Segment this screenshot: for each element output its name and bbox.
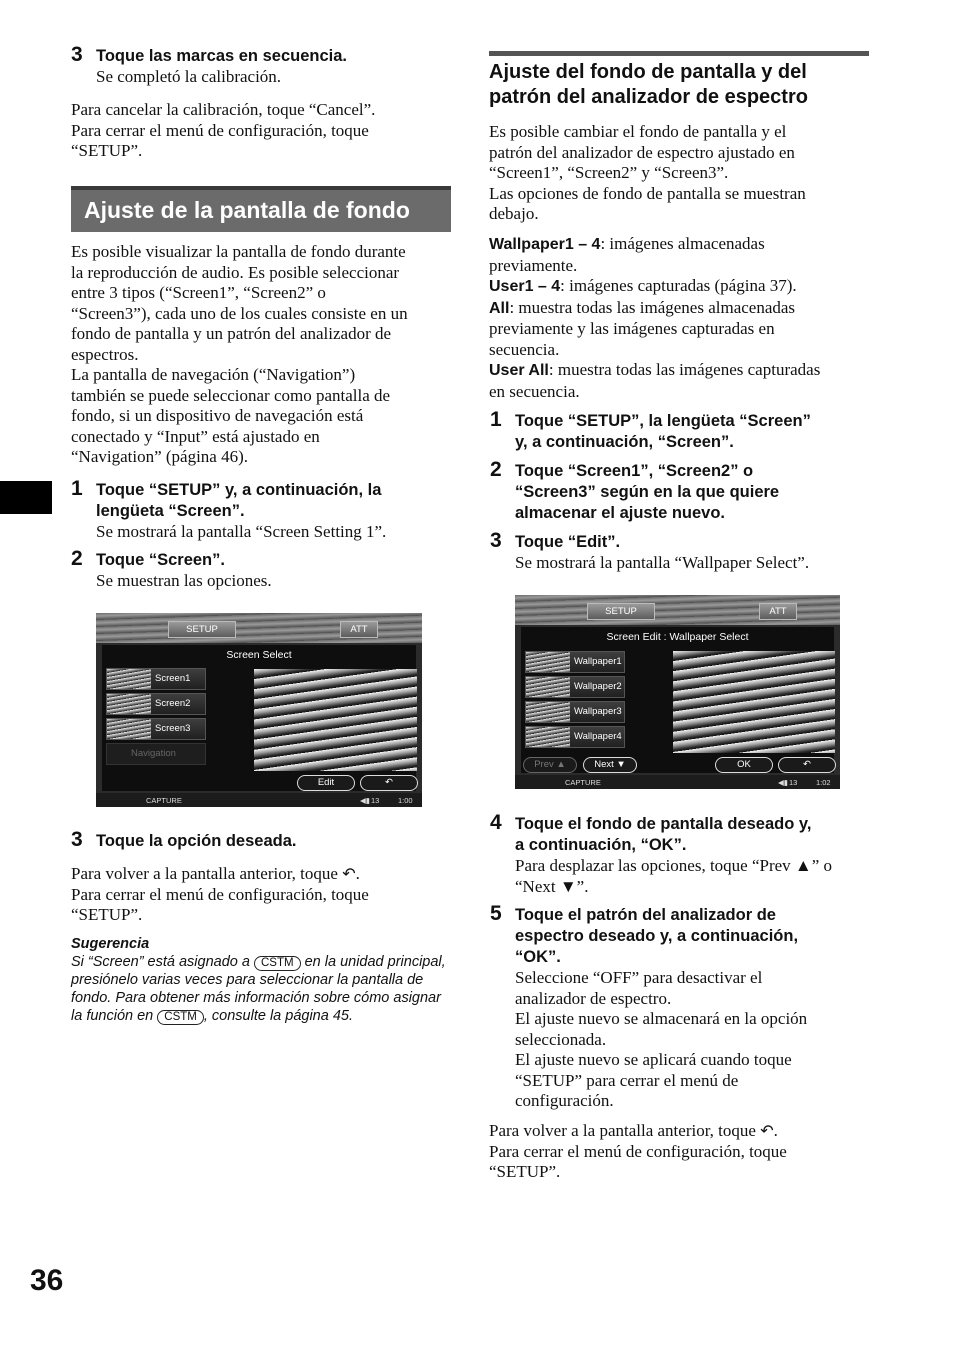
left-step-3 bbox=[71, 828, 456, 852]
step-description: Se mostrará la pantalla “Wallpaper Select”. bbox=[515, 553, 810, 572]
next-button[interactable]: Next ▼ bbox=[583, 757, 637, 773]
clock: 1:02 bbox=[816, 778, 831, 787]
step-description: Seleccione “OFF” para desactivar el bbox=[515, 968, 763, 987]
step-description: Para desplazar las opciones, toque “Prev ▲” o bbox=[515, 856, 833, 875]
definition-wallpaper: Wallpaper1 – 4: imágenes almacenadas bbox=[489, 234, 765, 253]
text-line: Para cerrar el menú de configuración, toque bbox=[71, 120, 369, 140]
option-wallpaper2[interactable] bbox=[525, 676, 625, 698]
text-line: Las opciones de fondo de pantalla se muestran bbox=[489, 183, 806, 203]
right-back-paragraph bbox=[489, 1121, 874, 1183]
right-section-heading bbox=[489, 60, 869, 110]
wallpaper-preview bbox=[673, 651, 835, 753]
status-bar bbox=[515, 775, 840, 789]
step-title: Toque las marcas en secuencia. bbox=[96, 47, 347, 65]
left-step-3-calibration bbox=[71, 43, 456, 88]
thumbnail bbox=[526, 677, 570, 697]
definition-user-all: User All: muestra todas las imágenes capturadas bbox=[489, 360, 821, 379]
text-line: Es posible cambiar el fondo de pantalla y el bbox=[489, 122, 787, 141]
step-number: 3 bbox=[71, 828, 83, 851]
text-line: “Navigation” (página 46). bbox=[71, 447, 249, 466]
text-line: Para cancelar la calibración, toque “Cancel”. bbox=[71, 100, 376, 119]
volume-level: 13 bbox=[371, 796, 380, 805]
right-step-5 bbox=[490, 902, 875, 1112]
step-description: seleccionada. bbox=[515, 1029, 607, 1049]
back-arrow-icon: ↶ bbox=[803, 759, 811, 770]
text-line: Para cerrar el menú de configuración, toque bbox=[489, 1141, 787, 1161]
thumbnail bbox=[526, 652, 570, 672]
tip-heading: Sugerencia bbox=[71, 936, 150, 952]
screen-select-screenshot bbox=[96, 613, 422, 807]
step-description: Se muestran las opciones. bbox=[96, 571, 272, 590]
back-arrow-icon: ↶ bbox=[342, 864, 356, 883]
text-line: Para cerrar el menú de configuración, toque bbox=[71, 884, 369, 904]
text-line: patrón del analizador de espectro ajustado en bbox=[489, 142, 795, 162]
wallpaper-select-screenshot bbox=[515, 595, 840, 789]
cancel-paragraph bbox=[71, 100, 451, 162]
heading-rule bbox=[489, 51, 869, 56]
back-button[interactable] bbox=[778, 757, 836, 773]
step-description: El ajuste nuevo se almacenará en la opción bbox=[515, 1009, 808, 1028]
section-title: Ajuste de la pantalla de fondo bbox=[84, 197, 410, 223]
definition-all: All: muestra todas las imágenes almacenadas bbox=[489, 297, 796, 317]
thumbnail bbox=[107, 719, 151, 739]
step-title: Toque “Edit”. bbox=[515, 533, 621, 551]
intro-paragraph bbox=[71, 242, 456, 468]
text-line: previamente y las imágenes capturadas en bbox=[489, 319, 775, 338]
option-label: Wallpaper2 bbox=[574, 681, 622, 692]
cstm-key-icon: CSTM bbox=[254, 956, 301, 971]
step-title: Toque la opción deseada. bbox=[96, 832, 297, 850]
att-button[interactable]: ATT bbox=[340, 621, 378, 638]
heading-line: Ajuste del fondo de pantalla y del bbox=[489, 61, 807, 83]
option-navigation-disabled bbox=[106, 743, 206, 765]
thumbnail bbox=[107, 669, 151, 689]
clock: 1:00 bbox=[398, 796, 413, 805]
right-step-1 bbox=[490, 408, 875, 453]
back-button[interactable] bbox=[360, 775, 418, 791]
option-screen1[interactable] bbox=[106, 668, 206, 690]
option-label: Wallpaper3 bbox=[574, 706, 622, 717]
step-title-line: Toque el fondo de pantalla deseado y, bbox=[515, 815, 812, 833]
text-line: también se puede seleccionar como pantalla de bbox=[71, 385, 391, 405]
step-number: 1 bbox=[490, 408, 502, 431]
tip-text: Si “Screen” está asignado a CSTM en la unidad principal, presiónelo varias veces para seleccionar la pantalla de fondo. Para obtener más información sobre cómo asignar la función en CSTM , consulte la página 45. bbox=[71, 954, 446, 1024]
step-number: 2 bbox=[71, 547, 83, 570]
thumbnail bbox=[526, 727, 570, 747]
right-step-3 bbox=[490, 529, 875, 574]
option-wallpaper3[interactable] bbox=[525, 701, 625, 723]
option-wallpaper1[interactable] bbox=[525, 651, 625, 673]
text-line: Es posible visualizar la pantalla de fondo durante bbox=[71, 242, 406, 261]
step-description: configuración. bbox=[515, 1091, 614, 1110]
left-step-2 bbox=[71, 547, 456, 592]
step-title-line: Toque “Screen1”, “Screen2” o bbox=[515, 462, 754, 480]
step-title-line: y, a continuación, “Screen”. bbox=[515, 433, 734, 451]
volume-icon: ◀▮ bbox=[778, 778, 788, 787]
step-title-line: espectro deseado y, a continuación, bbox=[515, 927, 799, 945]
text-line: la reproducción de audio. Es posible seleccionar bbox=[71, 262, 400, 282]
chapter-tab-marker bbox=[0, 481, 52, 514]
text-line: entre 3 tipos (“Screen1”, “Screen2” o bbox=[71, 283, 326, 302]
heading-line: patrón del analizador de espectro bbox=[489, 86, 808, 108]
status-bar bbox=[96, 793, 422, 807]
text-line: “Screen3”), cada uno de los cuales consiste en un bbox=[71, 303, 408, 323]
section-banner bbox=[71, 186, 451, 232]
text-line: “Screen1”, “Screen2” y “Screen3”. bbox=[489, 163, 729, 182]
text-line: conectado y “Input” está ajustado en bbox=[71, 426, 320, 446]
text-line: fondo de pantalla y un patrón del analizador de bbox=[71, 324, 392, 343]
option-screen3[interactable] bbox=[106, 718, 206, 740]
right-step-4 bbox=[490, 811, 875, 897]
left-step-1 bbox=[71, 477, 456, 543]
option-label: Screen1 bbox=[155, 673, 191, 684]
wallpaper-preview bbox=[254, 669, 417, 771]
step-title-line: “OK”. bbox=[515, 948, 561, 966]
screen-title: Screen Select bbox=[226, 649, 292, 661]
cstm-key-icon: CSTM bbox=[157, 1010, 204, 1025]
text-line: “SETUP”. bbox=[489, 1162, 561, 1181]
definition-user: User1 – 4: imágenes capturadas (página 37). bbox=[489, 276, 797, 295]
setup-tab[interactable]: SETUP bbox=[168, 621, 236, 638]
tip-box bbox=[71, 935, 456, 1025]
step-title-line: Toque el patrón del analizador de bbox=[515, 906, 776, 924]
step-description: Se completó la calibración. bbox=[96, 67, 282, 86]
text-line: “SETUP”. bbox=[71, 905, 143, 924]
step-title-line: lengüeta “Screen”. bbox=[96, 502, 245, 520]
text-line: La pantalla de navegación (“Navigation”) bbox=[71, 365, 356, 384]
step-number: 2 bbox=[490, 458, 502, 481]
text-line: en secuencia. bbox=[489, 381, 580, 401]
right-intro-paragraph bbox=[489, 122, 874, 225]
text-line: fondo, si un dispositivo de navegación está bbox=[71, 406, 364, 425]
text-line: Para volver a la pantalla anterior, toque ↶. bbox=[489, 1121, 778, 1140]
step-description: El ajuste nuevo se aplicará cuando toque bbox=[515, 1050, 792, 1069]
step-description: “SETUP” para cerrar el menú de bbox=[515, 1070, 739, 1090]
step-description: analizador de espectro. bbox=[515, 988, 672, 1008]
option-label: Wallpaper1 bbox=[574, 656, 622, 667]
step-number: 1 bbox=[71, 477, 83, 500]
step-title-line: a continuación, “OK”. bbox=[515, 836, 687, 854]
step-number: 3 bbox=[490, 529, 502, 552]
capture-label[interactable]: CAPTURE bbox=[146, 796, 182, 805]
step-description: “Next ▼”. bbox=[515, 876, 589, 896]
text-line: espectros. bbox=[71, 344, 139, 364]
text-line: debajo. bbox=[489, 204, 539, 223]
option-screen2[interactable] bbox=[106, 693, 206, 715]
ok-button[interactable]: OK bbox=[715, 757, 773, 773]
thumbnail bbox=[526, 702, 570, 722]
att-button[interactable]: ATT bbox=[759, 603, 797, 620]
step-number: 3 bbox=[71, 43, 83, 66]
edit-button[interactable]: Edit bbox=[297, 775, 355, 791]
step-title-line: “Screen3” según en la que quiere bbox=[515, 483, 780, 501]
text-line: “SETUP”. bbox=[71, 141, 143, 160]
step-number: 4 bbox=[490, 811, 502, 834]
option-label: Wallpaper4 bbox=[574, 731, 622, 742]
screen-title: Screen Edit : Wallpaper Select bbox=[606, 631, 749, 643]
thumbnail bbox=[107, 694, 151, 714]
volume-level: 13 bbox=[789, 778, 798, 787]
volume-icon: ◀▮ bbox=[360, 796, 370, 805]
left-back-paragraph bbox=[71, 864, 456, 926]
step-title-line: Toque “SETUP”, la lengüeta “Screen” bbox=[515, 412, 811, 430]
capture-label[interactable]: CAPTURE bbox=[565, 778, 601, 787]
setup-tab[interactable]: SETUP bbox=[587, 603, 655, 620]
back-arrow-icon: ↶ bbox=[385, 777, 393, 788]
step-description: Se mostrará la pantalla “Screen Setting 1”. bbox=[96, 522, 387, 541]
prev-button[interactable]: Prev ▲ bbox=[523, 757, 577, 773]
step-title-line: almacenar el ajuste nuevo. bbox=[515, 504, 726, 522]
text-line: Para volver a la pantalla anterior, toque ↶. bbox=[71, 864, 360, 883]
text-line: previamente. bbox=[489, 255, 578, 275]
option-wallpaper4[interactable] bbox=[525, 726, 625, 748]
page-number: 36 bbox=[30, 1264, 64, 1297]
step-title: Toque “Screen”. bbox=[96, 551, 225, 569]
right-step-2 bbox=[490, 458, 875, 524]
back-arrow-icon: ↶ bbox=[760, 1121, 774, 1140]
option-label: Screen3 bbox=[155, 723, 191, 734]
option-label: Screen2 bbox=[155, 698, 191, 709]
step-title-line: Toque “SETUP” y, a continuación, la bbox=[96, 481, 382, 499]
step-number: 5 bbox=[490, 902, 502, 925]
text-line: secuencia. bbox=[489, 339, 560, 359]
option-label: Navigation bbox=[131, 748, 176, 759]
definitions-list bbox=[489, 234, 874, 402]
